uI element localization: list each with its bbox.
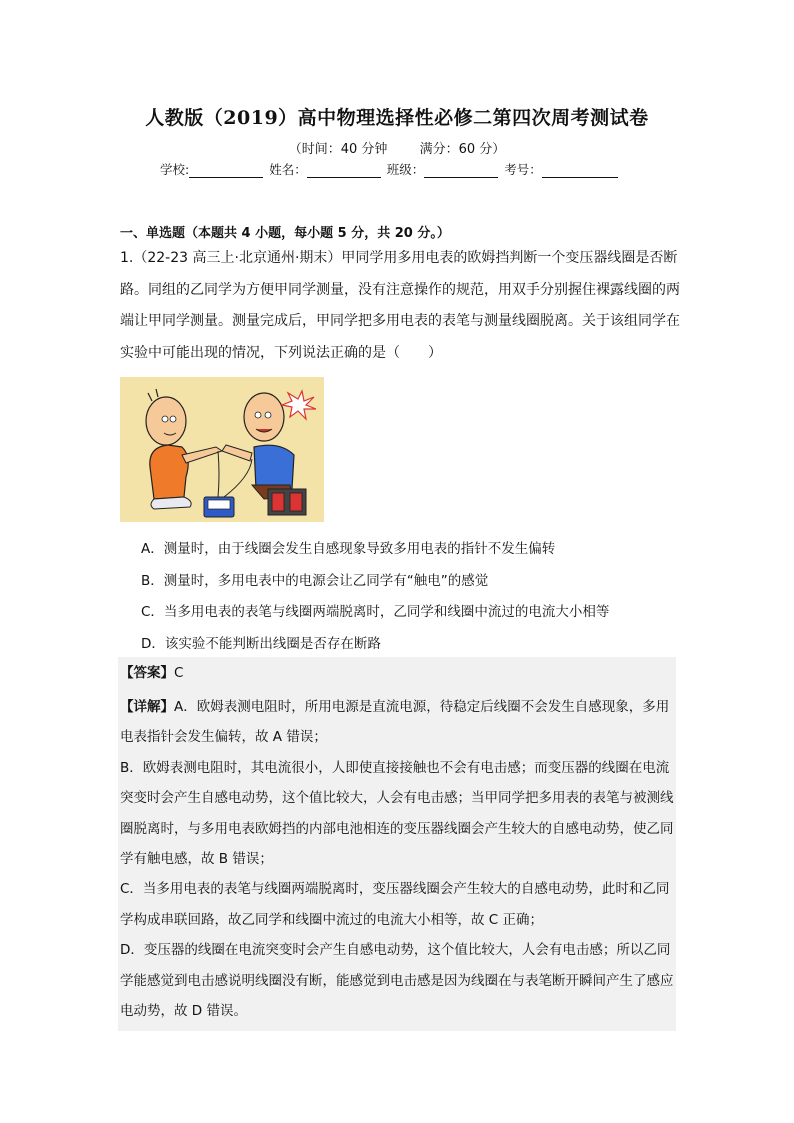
detail-a-text: A．欧姆表测电阻时，所用电源是直流电源，待稳定后线圈不会发生自感现象，多用电表指针会发生偏转，故 A 错误；: [120, 699, 670, 746]
page-title: 人教版（2019）高中物理选择性必修二第四次周考测试卷: [145, 107, 649, 129]
option-c[interactable]: C．当多用电表的表笔与线圈两端脱离时，乙同学和线圈中流过的电流大小相等: [141, 604, 610, 620]
exam-score: 满分：60 分）: [419, 142, 506, 157]
school-blank[interactable]: [189, 165, 263, 178]
option-a[interactable]: A．测量时，由于线圈会发生自感现象导致多用电表的指针不发生偏转: [141, 541, 556, 557]
school-label: 学校:: [160, 162, 190, 177]
student-info-line: [160, 160, 620, 178]
options-list: [141, 534, 681, 660]
solution-detail: [120, 692, 676, 1026]
class-label: 班级：: [386, 162, 425, 177]
answer-line: [120, 662, 183, 684]
detail-d: D．变压器的线圈在电流突变时会产生自感电动势，这个值比较大，人会有电击感；所以乙同学能感觉到电击感说明线圈没有断，能感觉到电击感是因为线圈在与表笔断开瞬间产生了感应电动势，故 D 错误。: [120, 942, 674, 1020]
answer-label: 【答案】: [120, 665, 174, 681]
exam-time: （时间：40 分钟: [288, 142, 388, 157]
question-illustration: [120, 377, 324, 522]
answer-value: C: [174, 665, 184, 681]
class-blank[interactable]: [424, 165, 498, 178]
exam-no-label: 考号：: [504, 162, 542, 177]
question-text: 1.（22-23 高三上·北京通州·期末）甲同学用多用电表的欧姆挡判断一个变压器线圈是否断路。同组的乙同学为方便甲同学测量，没有注意操作的规范，用双手分别握住裸露线圈的两端让甲同学测量。测量完成后，甲同学把多用电表的表笔与测量线圈脱离。关于该组同学在实验中可能出现的情况，下列说法正确的是（ ）: [120, 250, 680, 361]
option-d[interactable]: D．该实验不能判断出线圈是否存在断路: [141, 635, 381, 652]
detail-a: [120, 692, 676, 753]
exam-no-blank[interactable]: [542, 165, 618, 178]
name-label: 姓名：: [269, 162, 307, 177]
section-heading: 一、单选题（本题共 4 小题，每小题 5 分，共 20 分。）: [120, 226, 450, 241]
exam-meta: [0, 138, 794, 157]
detail-b: B．欧姆表测电阻时，其电流很小，人即使直接接触也不会有电击感；而变压器的线圈在电流突变时会产生自感电动势，这个值比较大，人会有电击感；当甲同学把多用表的表笔与被测线圈脱离时，与多用电表欧姆挡的内部电池相连的变压器线圈会产生较大的自感电动势，使乙同学有触电感，故 B 错误；: [120, 759, 674, 868]
option-b[interactable]: B．测量时，多用电表中的电源会让乙同学有“触电”的感觉: [141, 572, 489, 589]
detail-label: 【详解】: [120, 699, 174, 715]
detail-c: C．当多用电表的表笔与线圈两端脱离时，变压器线圈会产生较大的自感电动势，此时和乙同学构成串联回路，故乙同学和线圈中流过的电流大小相等，故 C 正确；: [120, 881, 670, 928]
name-blank[interactable]: [307, 165, 381, 178]
